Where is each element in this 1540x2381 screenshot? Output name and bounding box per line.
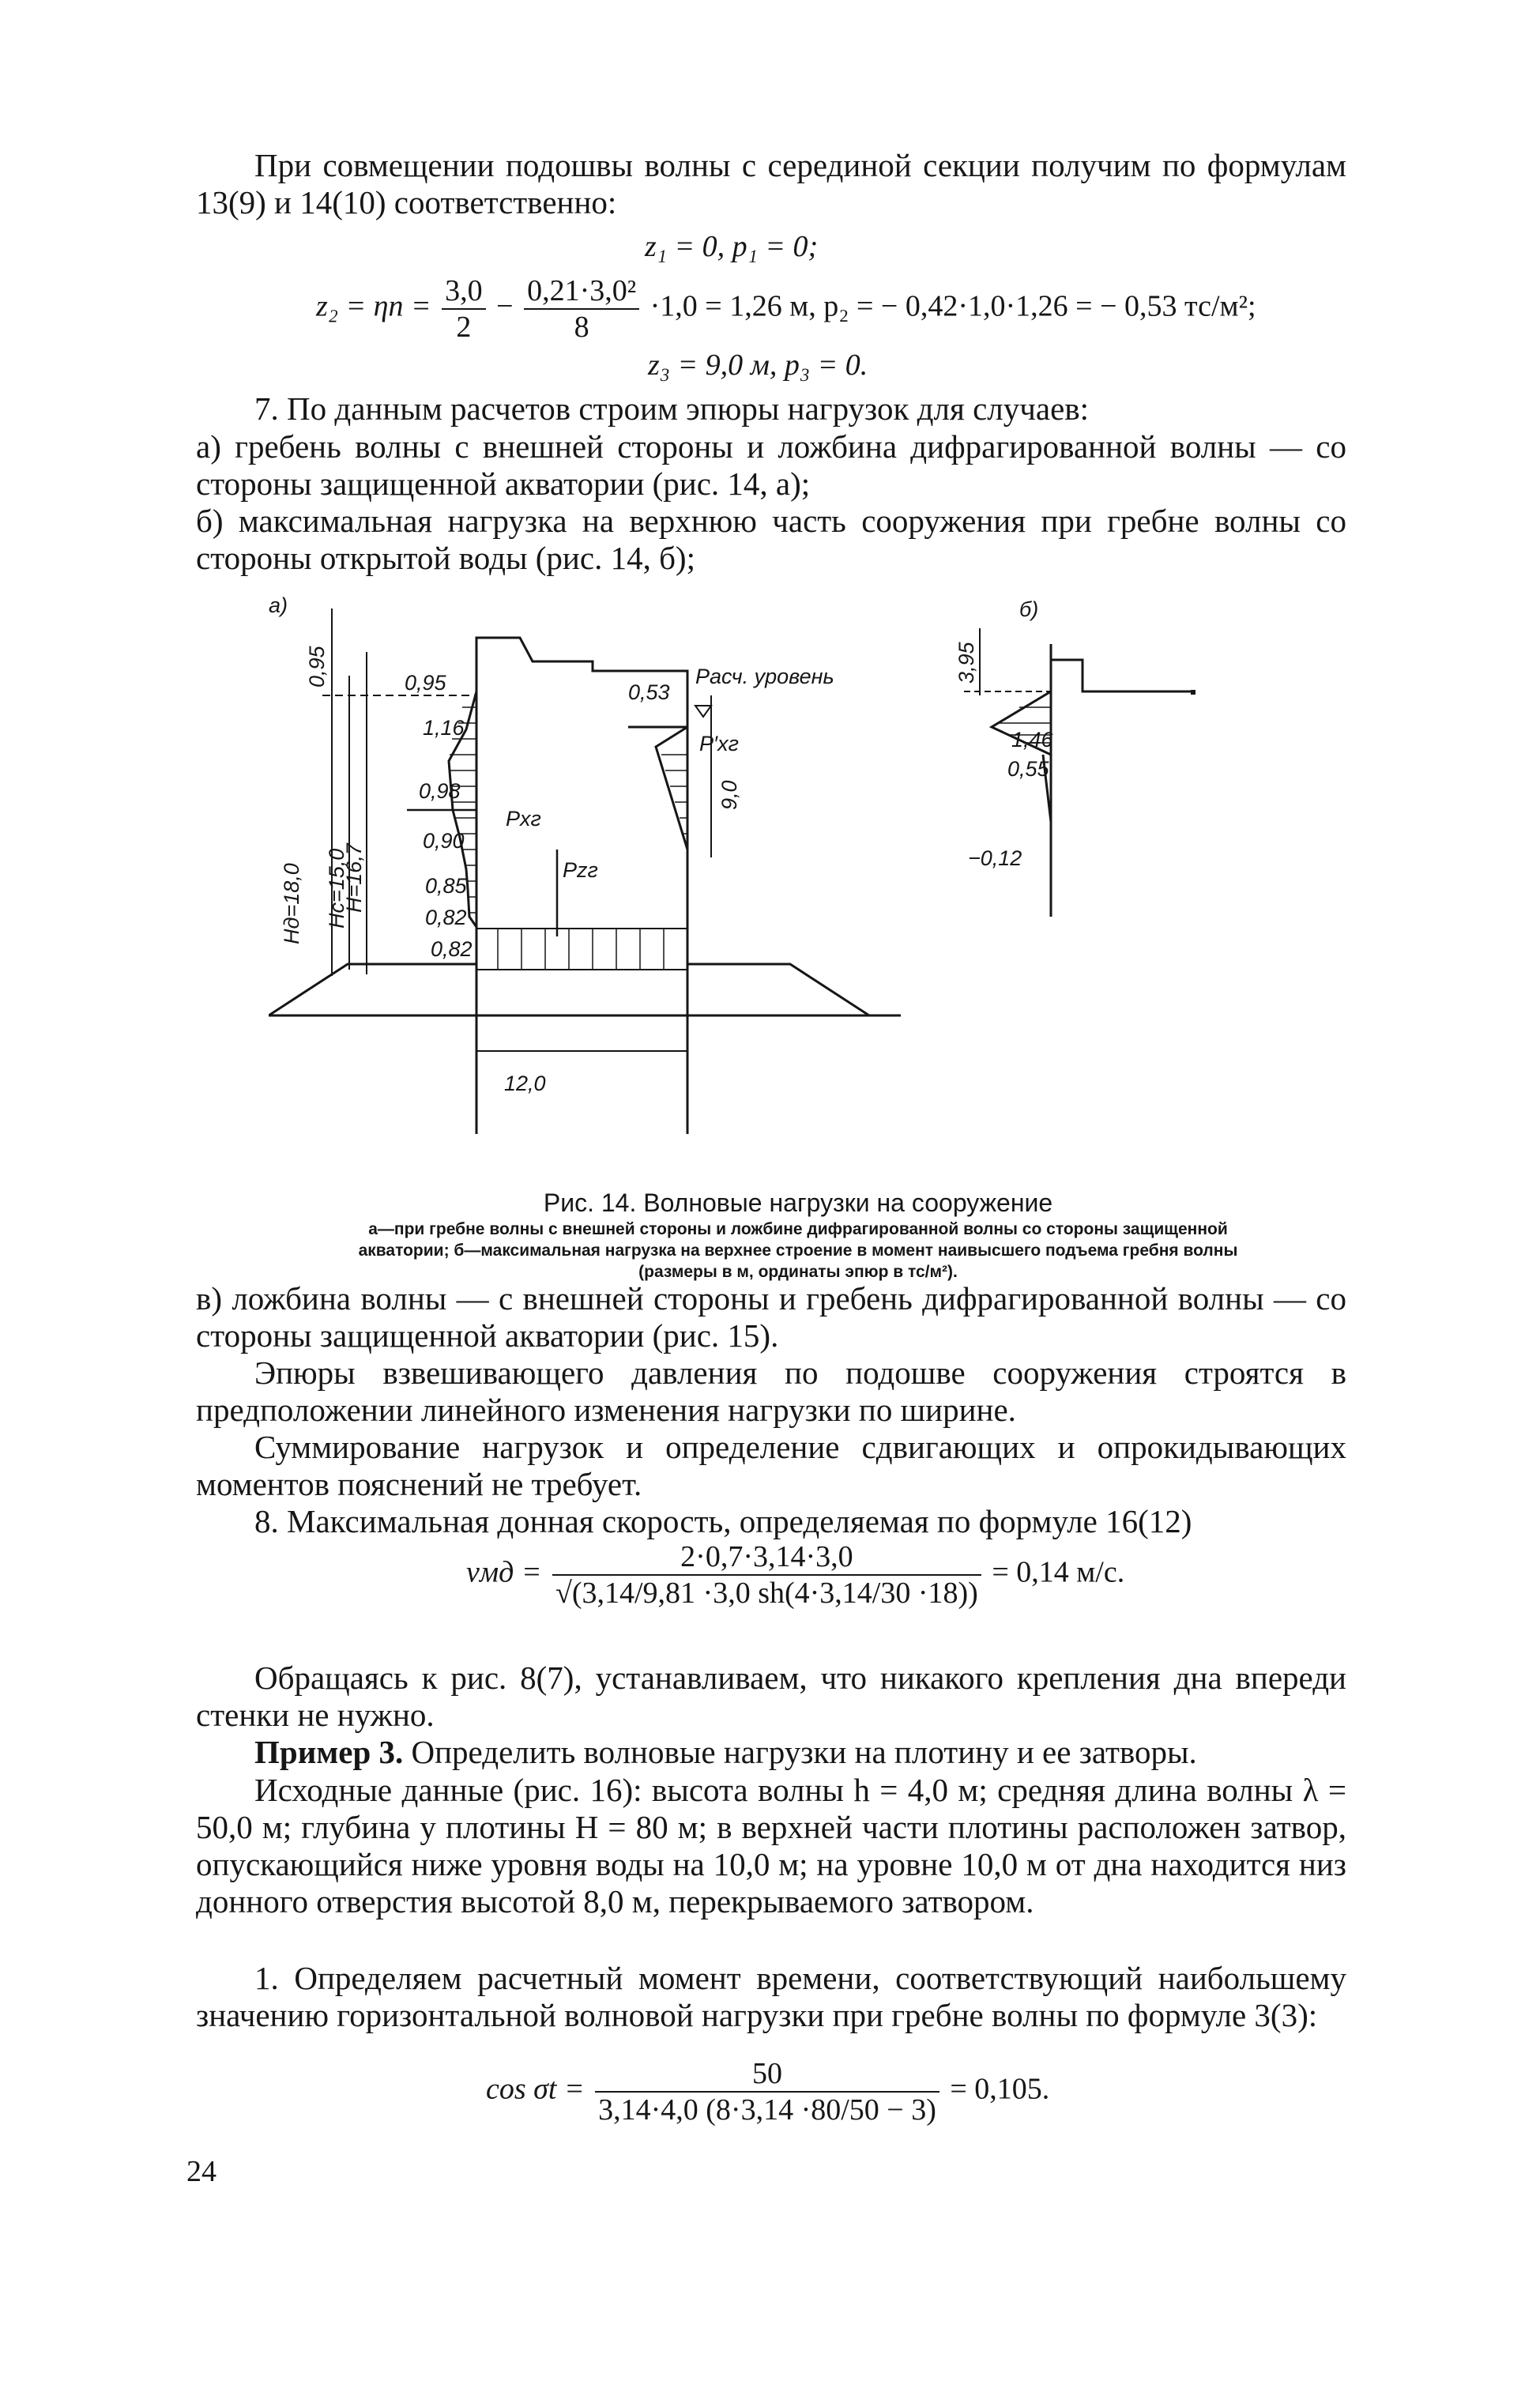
eq2-rhs: ·1,0 = 1,26 м, p₂ = − 0,42·1,0·1,26 = − 0,53 тс/м²;	[650, 289, 1256, 323]
fig-a-calc-level: Расч. уровень	[695, 665, 834, 688]
figure-caption-text: а—при гребне волны с внешней стороны и ложбине дифрагированной волны со стороны защищенной акватории; б—максимальная нагрузка на верхнее строение в момент наивысшего подъема гребня волны (размеры в м, ординаты эпюр в тс/м²).	[358, 1220, 1238, 1281]
equation-cos	[486, 2058, 1049, 2126]
paragraph-summation: Суммирование нагрузок и определение сдвигающих и опрокидывающих моментов пояснений не требует.	[196, 1429, 1346, 1502]
eq2-lhs: z₂ = ηп =	[316, 289, 431, 323]
fig-a-val-5: 0,82	[425, 906, 467, 929]
fig-a-hc: Hc=15,0	[325, 848, 348, 929]
eq2-f2-den: 8	[574, 311, 589, 344]
fig-a-top-dim: 0,95	[305, 646, 329, 688]
fig-a-pxg-prime: P′xг	[699, 732, 739, 755]
fig-a-val-0: 0,95	[405, 671, 446, 695]
eq-v-rhs: = 0,14 м/с.	[992, 1555, 1125, 1589]
eq2-f2-num: 0,21·3,0²	[524, 275, 639, 310]
example-label: Пример 3.	[254, 1734, 404, 1770]
fig-a-val-6: 0,82	[431, 937, 473, 961]
fig-a-pzg: Pzг	[563, 858, 598, 882]
fig-a-h: H=16,7	[342, 843, 366, 913]
equation-z1: z₁ = 0, p₁ = 0;	[645, 230, 819, 263]
paragraph-7a: а) гребень волны с внешней стороны и ложбина дифрагированной волны — со стороны защищенной акватории (рис. 14, а);	[196, 428, 1346, 502]
paragraph-intro: При совмещении подошвы волны с серединой секции получим по формулам 13(9) и 14(10) соответственно:	[196, 147, 1346, 220]
fig-b-val-0: 1,46	[1011, 728, 1053, 752]
eq-v-fraction	[552, 1541, 981, 1609]
eq-v-num: 2·0,7·3,14·3,0	[552, 1541, 981, 1576]
equation-velocity	[466, 1541, 1124, 1609]
fig-a-pxg: Pxг	[506, 807, 541, 831]
paragraph-1: 1. Определяем расчетный момент времени, соответствующий наибольшему значению горизонтальной волновой нагрузки при гребне волны по формуле 3(3):	[196, 1960, 1346, 2033]
figure-caption-title: Рис. 14. Волновые нагрузки на сооружение	[543, 1189, 1053, 1217]
paragraph-7: 7. По данным расчетов строим эпюры нагрузок для случаев:	[254, 390, 1090, 427]
paragraph-epury: Эпюры взвешивающего давления по подошве сооружения строятся в предположении линейного изменения нагрузки по ширине.	[196, 1354, 1346, 1428]
fig-b-dim: 3,95	[954, 642, 978, 684]
paragraph-8: 8. Максимальная донная скорость, определяемая по формуле 16(12)	[254, 1503, 1192, 1539]
equation-z2	[316, 275, 1256, 343]
fig-a-val-1: 1,16	[423, 716, 465, 740]
fig-a-90: 9,0	[717, 780, 741, 810]
fig-a-053: 0,53	[628, 680, 670, 704]
eq2-f1-den: 2	[456, 311, 472, 344]
eq2-fraction-2	[524, 275, 639, 343]
eq2-fraction-1	[442, 275, 486, 343]
paragraph-example-3	[196, 1734, 1346, 1771]
fig-label-b: б)	[1019, 597, 1039, 621]
equation-z3: z₃ = 9,0 м, p₃ = 0.	[648, 348, 868, 382]
eq-cos-fraction	[595, 2058, 939, 2126]
eq2-minus: −	[496, 289, 514, 323]
eq-cos-num: 50	[595, 2058, 939, 2093]
paragraph-obrashchayas: Обращаясь к рис. 8(7), устанавливаем, что никакого крепления дна впереди стенки не нужно.	[196, 1660, 1346, 1733]
eq-v-den: √(3,14/9,81 ·3,0 sh(4·3,14/30 ·18))	[555, 1577, 978, 1610]
fig-a-val-4: 0,85	[425, 874, 467, 898]
eq-v-lhs: vмд =	[466, 1555, 542, 1589]
figure-14-wave-loads	[269, 597, 1327, 1134]
eq2-f1-num: 3,0	[442, 275, 486, 310]
fig-b-val-1: 0,55	[1007, 757, 1049, 781]
eq-cos-rhs: = 0,105.	[950, 2072, 1050, 2106]
paragraph-v: в) ложбина волны — с внешней стороны и гребень дифрагированной волны — со стороны защищенной акватории (рис. 15).	[196, 1280, 1346, 1354]
eq-cos-den: 3,14·4,0 (8·3,14 ·80/50 − 3)	[598, 2093, 936, 2127]
fig-label-a: а)	[269, 597, 288, 617]
fig-a-val-3: 0,90	[423, 829, 465, 853]
fig-b-val-2: −0,12	[968, 846, 1022, 870]
example-text: Определить волновые нагрузки на плотину и ее затворы.	[411, 1734, 1197, 1770]
paragraph-7b: б) максимальная нагрузка на верхнюю часть сооружения при гребне волны со стороны открытой воды (рис. 14, б);	[196, 503, 1346, 576]
eq-cos-lhs: cos σt =	[486, 2072, 585, 2106]
page-number: 24	[186, 2155, 217, 2188]
fig-a-hd: Hд=18,0	[280, 863, 303, 944]
paragraph-input-data: Исходные данные (рис. 16): высота волны h = 4,0 м; средняя длина волны λ = 50,0 м; глубина у плотины H = 80 м; в верхней части плотины расположен затвор, опускающийся ниже уровня воды на 10,0 м; на уровне 10,0 м от дна находится низ донного отверстия высотой 8,0 м, перекрываемого затвором.	[196, 1772, 1346, 1919]
fig-a-val-2: 0,98	[419, 779, 461, 803]
figure-caption	[340, 1187, 1256, 1283]
fig-a-width: 12,0	[504, 1072, 546, 1095]
